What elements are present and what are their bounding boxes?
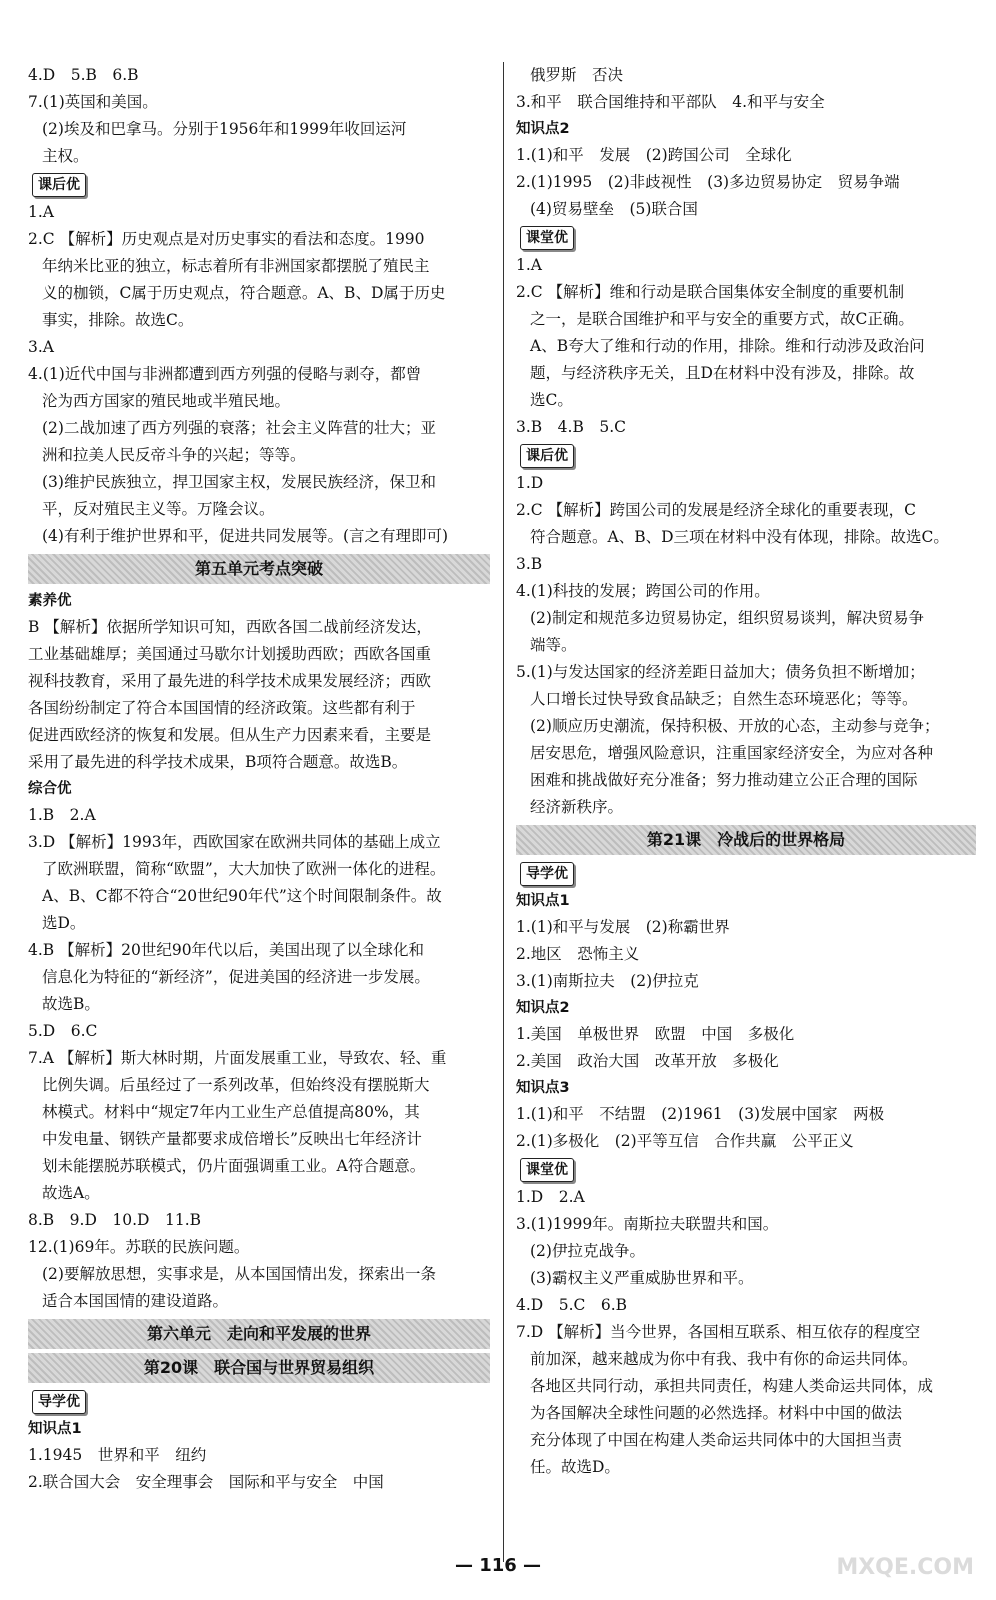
section-heading: 第五单元考点突破	[28, 554, 490, 584]
answer-line: 之一，是联合国维护和平与安全的重要方式，故C正确。	[530, 310, 914, 328]
answer-line: 故选A。	[42, 1184, 100, 1202]
answer-line: 1.D 2.A	[516, 1188, 585, 1206]
answer-line: 1.1945 世界和平 纽约	[28, 1446, 207, 1464]
answer-line: 端等。	[530, 636, 577, 654]
answer-line: 困难和挑战做好充分准备；努力推动建立公正合理的国际	[530, 771, 918, 789]
answer-line: 8.B 9.D 10.D 11.B	[28, 1211, 202, 1229]
answer-line: 7.A 【解析】斯大林时期，片面发展重工业，导致农、轻、重	[28, 1049, 447, 1067]
answer-line: 1.(1)和平 不结盟 (2)1961 (3)发展中国家 两极	[516, 1105, 885, 1123]
answer-line: 1.D	[516, 474, 544, 492]
answer-line: (2)伊拉克战争。	[530, 1242, 645, 1260]
answer-line: 居安思危，增强风险意识，注重国家经济安全，为应对各种	[530, 744, 934, 762]
page-number: — 116 —	[454, 1555, 542, 1576]
watermark-text: MXQE.COM	[836, 1555, 974, 1580]
section-tag-row	[516, 441, 976, 470]
answer-line: 各地区共同行动，承担共同责任，构建人类命运共同体，成	[530, 1377, 934, 1395]
answer-line: (4)贸易壁垒 (5)联合国	[530, 200, 698, 218]
subheading: 综合优	[28, 781, 72, 797]
answer-line: (4)有利于维护世界和平，促进共同发展等。(言之有理即可)	[42, 527, 449, 545]
section-tag: 课堂优	[520, 1158, 574, 1182]
answer-line: 充分体现了中国在构建人类命运共同体中的大国担当责	[530, 1431, 903, 1449]
answer-line: 经济新秩序。	[530, 798, 624, 816]
answer-line: 2.C 【解析】历史观点是对历史事实的看法和态度。1990	[28, 230, 425, 248]
right-column	[516, 62, 976, 1481]
answer-line: 2.联合国大会 安全理事会 国际和平与安全 中国	[28, 1473, 384, 1491]
answer-line: 任。故选D。	[530, 1458, 620, 1476]
subheading: 知识点2	[516, 1000, 570, 1016]
answer-line: 12.(1)69年。苏联的民族问题。	[28, 1238, 250, 1256]
answer-line: 林模式。材料中“规定7年内工业生产总值提高80%，其	[42, 1103, 420, 1121]
answer-line: (3)霸权主义严重威胁世界和平。	[530, 1269, 754, 1287]
answer-line: 2.(1)多极化 (2)平等互信 合作共赢 公平正义	[516, 1132, 854, 1150]
answer-line: 3.D 【解析】1993年，西欧国家在欧洲共同体的基础上成立	[28, 833, 441, 851]
answer-line: 1.A	[28, 203, 54, 221]
section-tag: 导学优	[520, 862, 574, 886]
section-tag: 导学优	[32, 1390, 86, 1414]
answer-line: 沦为西方国家的殖民地或半殖民地。	[42, 392, 291, 410]
subheading: 素养优	[28, 593, 72, 609]
answer-line: 主权。	[42, 147, 89, 165]
section-tag: 课后优	[32, 173, 86, 197]
answer-line: 2.(1)1995 (2)非歧视性 (3)多边贸易协定 贸易争端	[516, 173, 900, 191]
answer-line: 1.(1)和平与发展 (2)称霸世界	[516, 918, 730, 936]
answer-line: 4.(1)近代中国与非洲都遭到西方列强的侵略与剥夺，都曾	[28, 365, 422, 383]
answer-line: 1.B 2.A	[28, 806, 96, 824]
answer-line: 洲和拉美人民反帝斗争的兴起；等等。	[42, 446, 306, 464]
answer-line: 适合本国国情的建设道路。	[42, 1292, 229, 1310]
answer-line: 视科技教育，采用了最先进的科学技术成果发展经济；西欧	[28, 672, 432, 690]
subheading: 知识点1	[28, 1421, 82, 1437]
answer-line: 4.D 5.C 6.B	[516, 1296, 628, 1314]
answer-line: 事实，排除。故选C。	[42, 311, 194, 329]
section-heading: 第六单元 走向和平发展的世界	[28, 1319, 490, 1349]
answer-line: 故选B。	[42, 995, 100, 1013]
answer-line: 1.A	[516, 256, 542, 274]
answer-line: 符合题意。A、B、D三项在材料中没有体现，排除。故选C。	[530, 528, 949, 546]
answer-line: 2.地区 恐怖主义	[516, 945, 640, 963]
answer-line: 3.和平 联合国维持和平部队 4.和平与安全	[516, 93, 825, 111]
answer-line: 选C。	[530, 391, 573, 409]
answer-line: 题，与经济秩序无关，且D在材料中没有涉及，排除。故	[530, 364, 915, 382]
answer-line: B 【解析】依据所学知识可知，西欧各国二战前经济发达，	[28, 618, 432, 636]
answer-line: 3.B	[516, 555, 543, 573]
answer-line: 工业基础雄厚；美国通过马歇尔计划援助西欧；西欧各国重	[28, 645, 432, 663]
answer-line: 了欧洲联盟，简称“欧盟”，大大加快了欧洲一体化的进程。	[42, 860, 446, 878]
subheading: 知识点2	[516, 121, 570, 137]
answer-line: 4.D 5.B 6.B	[28, 66, 139, 84]
section-tag: 课后优	[520, 444, 574, 468]
section-tag-row	[28, 170, 490, 199]
answer-line: 各国纷纷制定了符合本国国情的经济政策。这些都有利于	[28, 699, 416, 717]
subheading: 知识点1	[516, 893, 570, 909]
answer-line: 2.美国 政治大国 改革开放 多极化	[516, 1052, 779, 1070]
answer-line: 划未能摆脱苏联模式，仍片面强调重工业。A符合题意。	[42, 1157, 426, 1175]
answer-line: 为各国解决全球性问题的必然选择。材料中中国的做法	[530, 1404, 903, 1422]
answer-line: 4.(1)科技的发展；跨国公司的作用。	[516, 582, 770, 600]
answer-line: A、B夸大了维和行动的作用，排除。维和行动涉及政治问	[530, 337, 925, 355]
answer-line: 3.(1)南斯拉夫 (2)伊拉克	[516, 972, 699, 990]
answer-line: 促进西欧经济的恢复和发展。但从生产力因素来看，主要是	[28, 726, 432, 744]
answer-line: 采用了最先进的科学技术成果，B项符合题意。故选B。	[28, 753, 408, 771]
column-divider	[503, 62, 504, 1562]
section-heading: 第21课 冷战后的世界格局	[516, 825, 976, 855]
section-tag-row	[516, 1155, 976, 1184]
answer-line: 1.(1)和平 发展 (2)跨国公司 全球化	[516, 146, 792, 164]
answer-line: 2.C 【解析】跨国公司的发展是经济全球化的重要表现，C	[516, 501, 916, 519]
answer-line: 3.(1)1999年。南斯拉夫联盟共和国。	[516, 1215, 779, 1233]
answer-line: 5.D 6.C	[28, 1022, 98, 1040]
answer-line: 3.A	[28, 338, 54, 356]
watermark-logo	[836, 1500, 974, 1580]
answer-line: 信息化为特征的“新经济”，促进美国的经济进一步发展。	[42, 968, 430, 986]
answer-line: (2)二战加速了西方列强的衰落；社会主义阵营的壮大；亚	[42, 419, 436, 437]
answer-line: (2)制定和规范多边贸易协定，组织贸易谈判，解决贸易争	[530, 609, 924, 627]
answer-line: 中发电量、钢铁产量都要求成倍增长”反映出七年经济计	[42, 1130, 422, 1148]
answer-line: (3)维护民族独立，捍卫国家主权，发展民族经济，保卫和	[42, 473, 436, 491]
section-tag-row	[516, 859, 976, 888]
answer-line: 选D。	[42, 914, 86, 932]
answer-line: 2.C 【解析】维和行动是联合国集体安全制度的重要机制	[516, 283, 905, 301]
section-tag: 课堂优	[520, 226, 574, 250]
answer-line: 7.D 【解析】当今世界，各国相互联系、相互依存的程度空	[516, 1323, 921, 1341]
answer-line: 俄罗斯 否决	[530, 66, 624, 84]
answer-line: 4.B 【解析】20世纪90年代以后，美国出现了以全球化和	[28, 941, 425, 959]
section-tag-row	[516, 223, 976, 252]
answer-line: 人口增长过快导致食品缺乏；自然生态环境恶化；等等。	[530, 690, 918, 708]
answer-line: 义的枷锁，C属于历史观点，符合题意。A、B、D属于历史	[42, 284, 446, 302]
subheading: 知识点3	[516, 1080, 570, 1096]
answer-line: 3.B 4.B 5.C	[516, 418, 627, 436]
answer-line: 1.美国 单极世界 欧盟 中国 多极化	[516, 1025, 795, 1043]
answer-line: 年纳米比亚的独立，标志着所有非洲国家都摆脱了殖民主	[42, 257, 430, 275]
answer-line: 平，反对殖民主义等。万隆会议。	[42, 500, 275, 518]
answer-line: 比例失调。后虽经过了一系列改革，但始终没有摆脱斯大	[42, 1076, 430, 1094]
answer-line: (2)顺应历史潮流，保持积极、开放的心态，主动参与竞争；	[530, 717, 940, 735]
answer-line: (2)要解放思想，实事求是，从本国国情出发，探索出一条	[42, 1265, 436, 1283]
answer-line: 7.(1)英国和美国。	[28, 93, 158, 111]
answer-line: 前加深，越来越成为你中有我、我中有你的命运共同体。	[530, 1350, 918, 1368]
answer-line: (2)埃及和巴拿马。分别于1956年和1999年收回运河	[42, 120, 407, 138]
answer-line: 5.(1)与发达国家的经济差距日益加大；债务负担不断增加；	[516, 663, 925, 681]
section-tag-row	[28, 1387, 490, 1416]
answer-line: A、B、C都不符合“20世纪90年代”这个时间限制条件。故	[42, 887, 442, 905]
left-column	[28, 62, 490, 1496]
section-heading: 第20课 联合国与世界贸易组织	[28, 1353, 490, 1383]
